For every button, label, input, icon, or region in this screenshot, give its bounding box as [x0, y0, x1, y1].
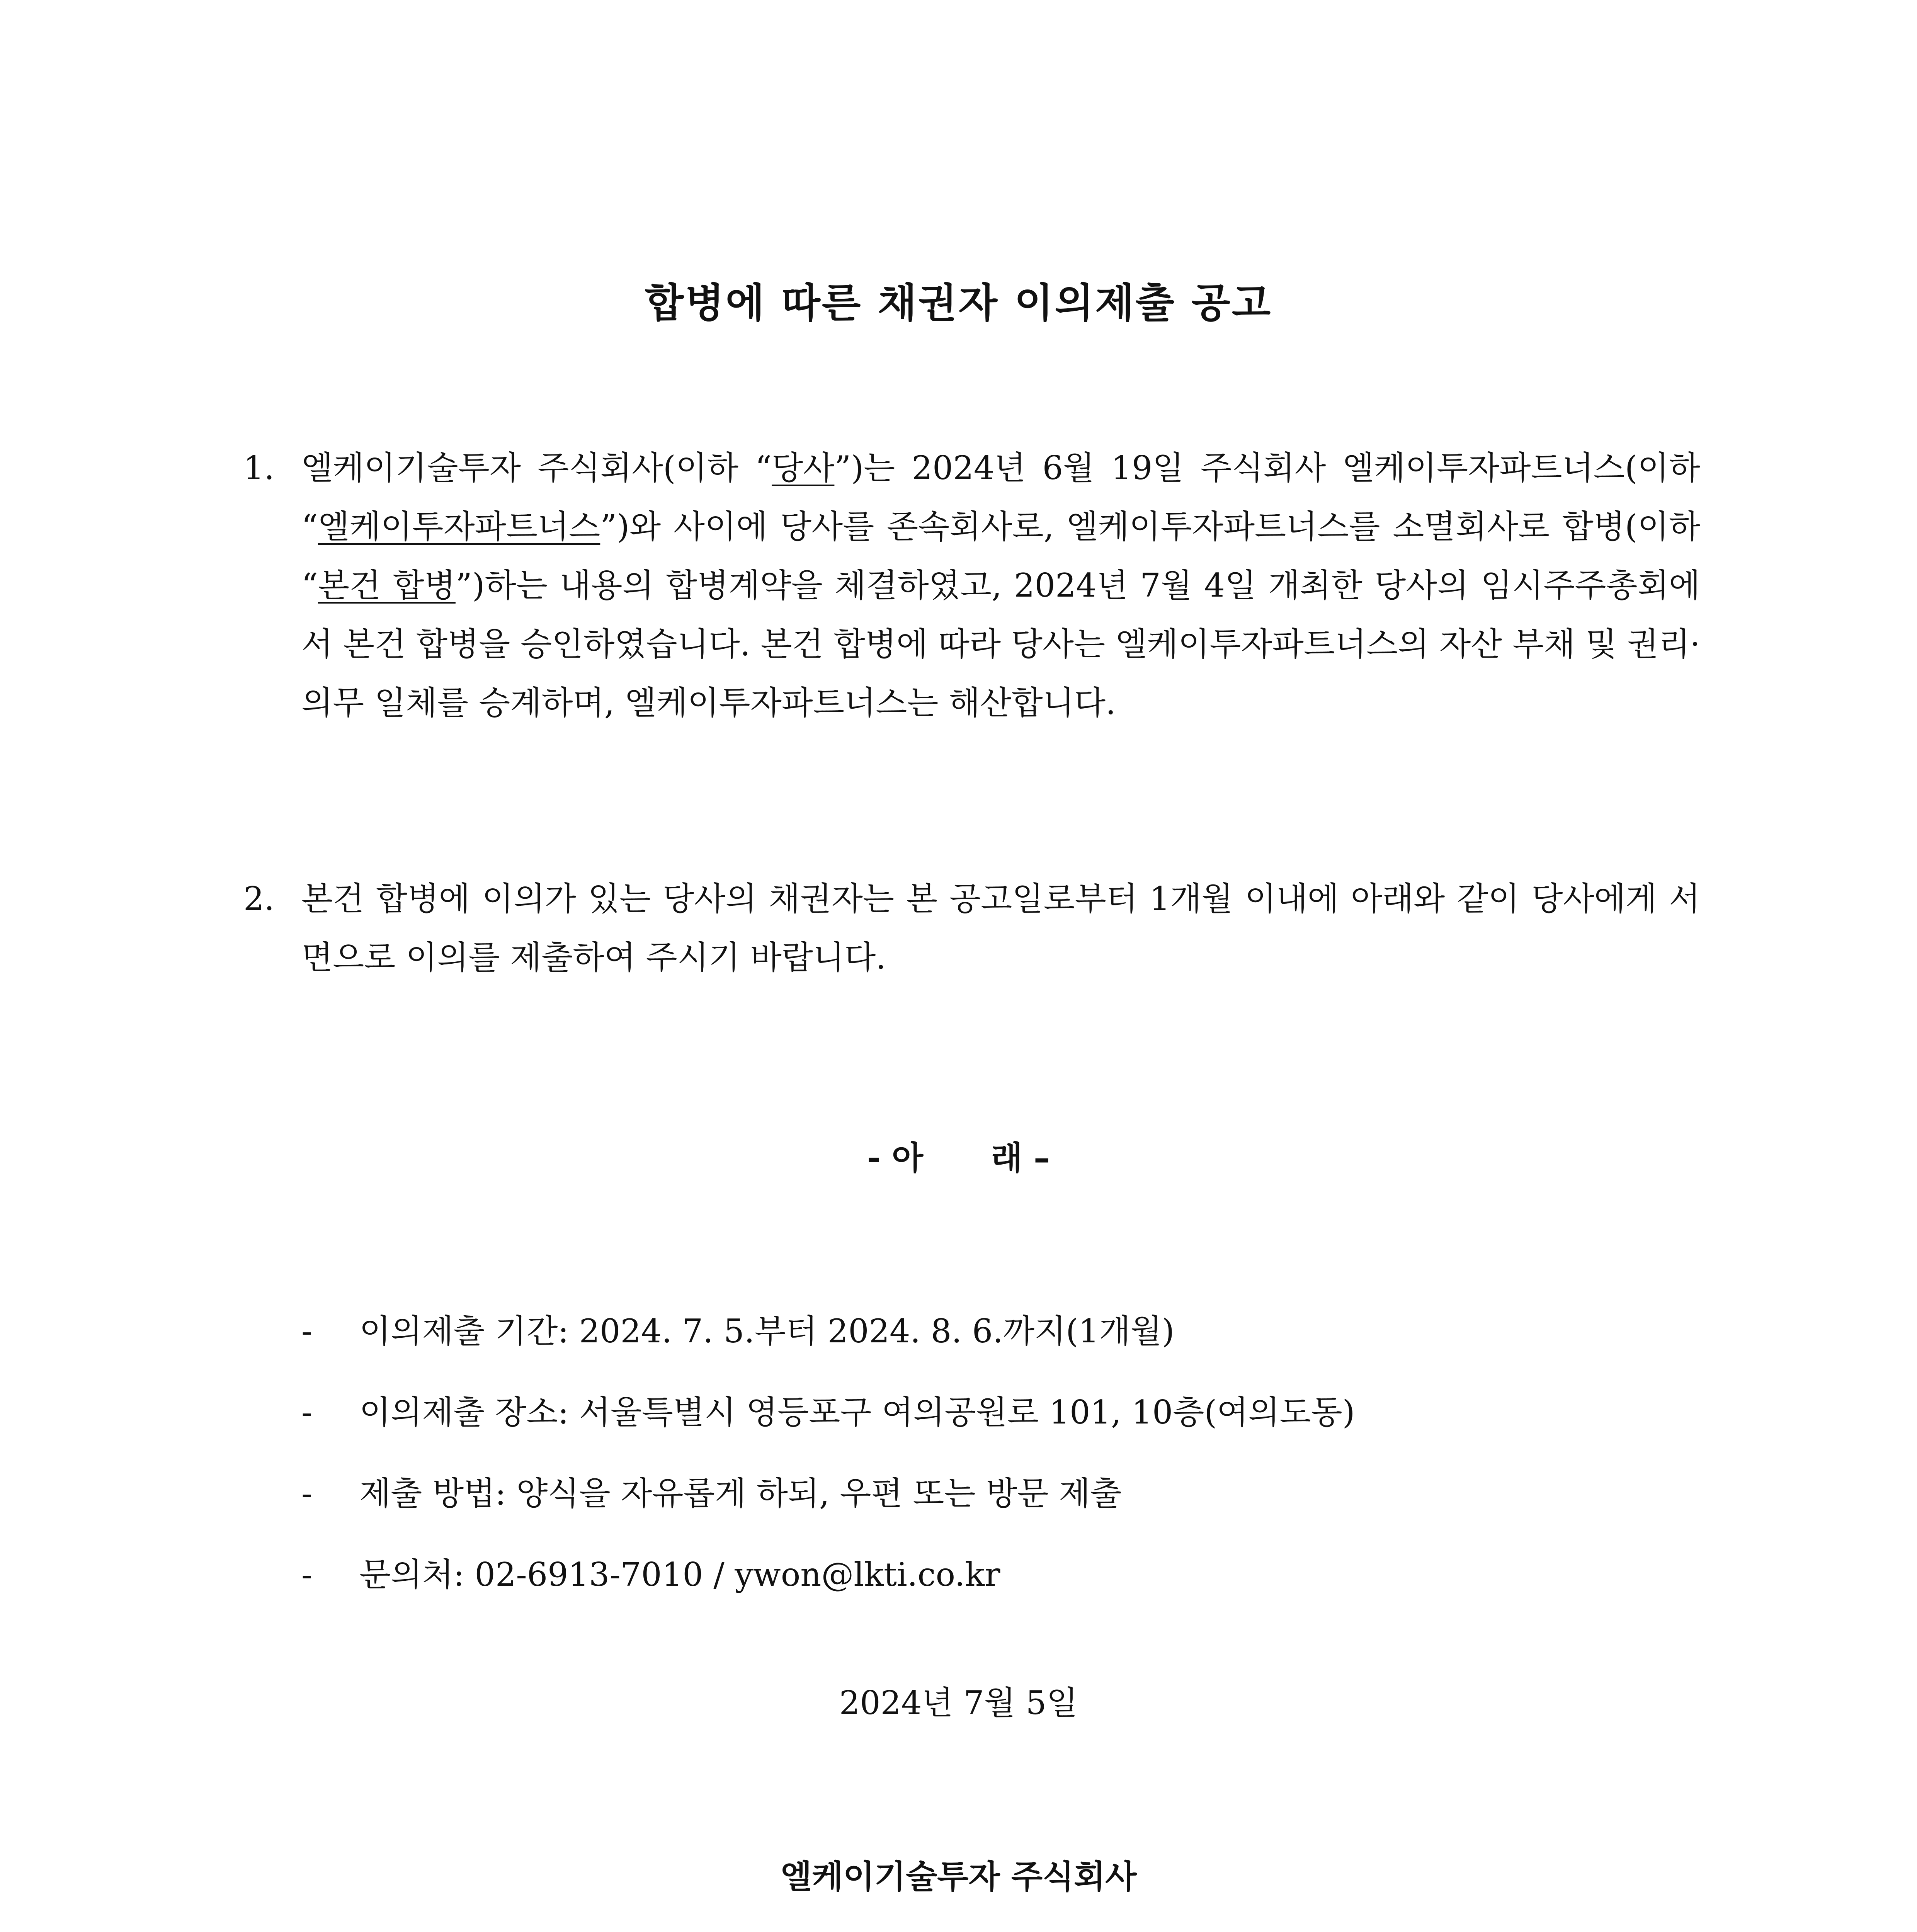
below-heading: - 아 래 –: [867, 1139, 1050, 1177]
list-item-contact: [301, 1534, 1355, 1615]
notice-title: 합병에 따른 채권자 이의제출 공고: [645, 279, 1272, 327]
signature-company: 엘케이기술투자 주식회사: [780, 1858, 1137, 1896]
paragraph-2: [243, 869, 1700, 987]
paragraph-1: [243, 439, 1700, 732]
paragraph-1-text: [301, 439, 1700, 732]
paragraph-1-text-part-3: ”)와 사이에 당사를 존속회사로, 엘케이투자파트너스를 소멸회사로 합병(이하 “: [301, 508, 1700, 604]
list-item-text: 이의제출 장소: 서울특별시 영등포구 여의공원로 101, 10층(여의도동): [359, 1393, 1355, 1431]
paragraph-1-text-part-1: 엘케이기술투자 주식회사(이하 “: [301, 449, 772, 487]
paragraph-1-number: 1.: [243, 449, 275, 487]
list-item-place: [301, 1372, 1355, 1453]
list-bullet: -: [301, 1393, 313, 1431]
defined-term-merger: 본건 합병: [318, 566, 456, 604]
objection-details-list: [301, 1291, 1355, 1615]
paragraph-1-text-part-4: ”)하는 내용의 합병계약을 체결하였고, 2024년 7월 4일 개최한 당사의 임시주주총회에서 본건 합병을 승인하였습니다. 본건 합병에 따라 당사는 엘케이투자파트너스의 자산 부채 및 권리·의무 일체를 승계하며, 엘케이투자파트너스는 해산합니다.: [301, 566, 1700, 722]
list-item-text: 제출 방법: 양식을 자유롭게 하되, 우편 또는 방문 제출: [359, 1475, 1122, 1512]
paragraph-1-text-part-2: ”)는 2024년 6월 19일 주식회사 엘케이투자파트너스(이하 “: [301, 449, 1700, 546]
signature-address: [0, 1928, 1917, 1932]
list-bullet: -: [301, 1556, 313, 1594]
list-item-method: [301, 1453, 1355, 1534]
notice-date: 2024년 7월 5일: [839, 1684, 1078, 1722]
list-bullet: -: [301, 1475, 313, 1512]
defined-term-company: 당사: [772, 449, 835, 487]
list-item-text: 이의제출 기간: 2024. 7. 5.부터 2024. 8. 6.까지(1개월): [359, 1312, 1175, 1350]
paragraph-2-number: 2.: [243, 880, 275, 918]
paragraph-2-text: 본건 합병에 이의가 있는 당사의 채권자는 본 공고일로부터 1개월 이내에 아래와 같이 당사에게 서면으로 이의를 제출하여 주시기 바랍니다.: [301, 880, 1700, 976]
list-item-text: 문의처: 02-6913-7010 / ywon@lkti.co.kr: [359, 1556, 1000, 1594]
list-item-period: [301, 1291, 1355, 1372]
list-bullet: -: [301, 1312, 313, 1350]
defined-term-partner: 엘케이투자파트너스: [318, 508, 600, 546]
